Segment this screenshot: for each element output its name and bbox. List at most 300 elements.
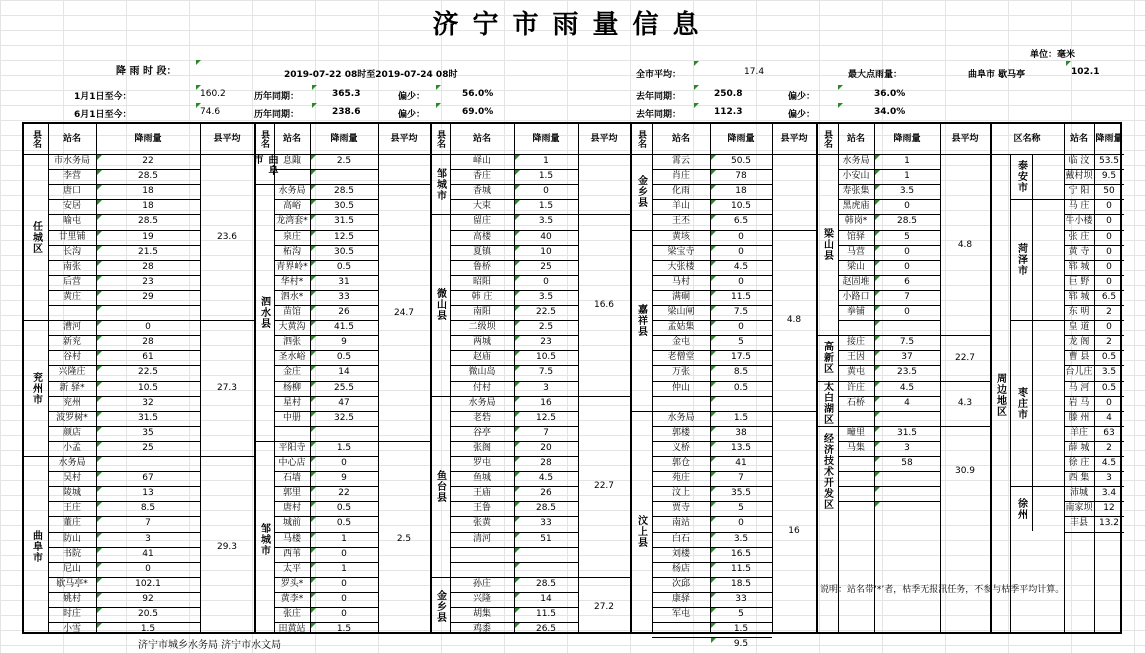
rain-value: 1.5 [733, 624, 749, 635]
station-name: 韩岗* [844, 216, 868, 227]
station-name: 黄李* [280, 593, 304, 604]
station-name: 姚村 [62, 593, 81, 604]
county-average: 22.7 [954, 352, 976, 363]
row-line [1064, 532, 1124, 533]
station-name: 罗屯 [472, 458, 491, 468]
header-county: 县名 [636, 130, 646, 148]
rain-value: 10 [540, 246, 552, 257]
outer-region-label: 周边地区 [994, 373, 1006, 417]
station-name: 鱼城 [472, 473, 491, 484]
header-station: 站名 [671, 134, 690, 144]
station-name: 防山 [62, 533, 81, 544]
rain-value: 3 [543, 382, 549, 393]
rain-value: 0 [341, 548, 347, 559]
rain-value: 14 [338, 367, 350, 378]
rain-value: 25 [142, 442, 154, 453]
station-name: 息陬 [282, 156, 301, 166]
period-label: 降 雨 时 段： [116, 66, 177, 77]
county-name-3-1: 嘉祥县 [635, 303, 647, 337]
county-average: 16.6 [593, 299, 615, 310]
county-name-0-1: 兖州市 [30, 371, 42, 405]
rain-value: 51 [540, 533, 552, 544]
summary-jun-label: 6月1日至今： [74, 110, 132, 120]
station-name: 太平 [282, 563, 301, 574]
rain-value: 3 [904, 442, 910, 453]
rain-value: 2 [1106, 337, 1112, 348]
summary-jun-dev-label: 偏少： [398, 110, 426, 120]
rain-value: 28.5 [333, 186, 355, 197]
station-name: 孙庄 [472, 578, 491, 589]
header-county: 县名 [31, 130, 41, 148]
station-name: 后营 [62, 276, 81, 287]
rain-value: 4 [1106, 412, 1112, 423]
station-name: 漕河 [62, 322, 81, 333]
rain-value: 33 [540, 518, 552, 529]
station-name: 张黄 [472, 518, 491, 529]
rain-value: 22.5 [535, 307, 557, 317]
rain-value: 20 [540, 442, 552, 453]
row-line [838, 501, 940, 502]
station-name: 黄垓 [671, 231, 690, 242]
station-name: 柘沟 [282, 246, 301, 257]
rain-value: 6.5 [1101, 291, 1117, 302]
rain-value: 2.5 [538, 322, 554, 333]
rain-value: 28 [540, 458, 552, 468]
county-name-5-1: 菏泽市 [1015, 243, 1027, 277]
county-average: 30.9 [954, 466, 976, 477]
station-name: 王庙 [472, 488, 491, 499]
station-name: 香庄 [472, 171, 491, 182]
rain-value: 38 [735, 427, 747, 438]
station-name: 苑庄 [671, 473, 690, 484]
station-name: 金屯 [671, 337, 690, 348]
city-avg-value: 17.4 [744, 67, 765, 77]
rain-value: 0 [1106, 201, 1112, 212]
rain-value: 0 [904, 246, 910, 257]
county-average: 24.7 [393, 307, 415, 318]
rain-value: 31.5 [333, 216, 355, 227]
rain-value: 33 [735, 593, 747, 604]
county-name-2-3: 金乡县 [434, 590, 446, 624]
summary-jan-dev2-value: 36.0% [874, 89, 906, 99]
summary-jan-dev-label: 偏少： [398, 92, 426, 102]
rain-value: 23 [142, 276, 154, 287]
county-name-5-0: 泰安市 [1015, 160, 1027, 194]
station-name: 次邱 [671, 578, 690, 589]
rain-value: 18 [735, 186, 747, 197]
rain-value: 0 [904, 201, 910, 212]
rain-value: 28 [142, 261, 154, 272]
station-name: 泗水* [280, 291, 304, 302]
rain-value: 2 [1106, 307, 1112, 317]
station-name: 两城 [472, 337, 491, 348]
station-name: 马集 [846, 442, 865, 453]
footer-agencies: 济宁市城乡水务局 济宁市水文局 [138, 640, 282, 651]
rain-value: 31.5 [137, 412, 159, 423]
station-name: 馆驿 [846, 231, 865, 242]
station-name: 高楼 [472, 231, 491, 242]
station-name: 曹 县 [1068, 352, 1090, 363]
station-name: 马村 [671, 276, 690, 287]
rain-value: 32 [142, 397, 154, 408]
rain-value: 7.5 [538, 367, 554, 378]
max-value: 102.1 [1071, 67, 1100, 77]
station-name: 小安山 [842, 171, 870, 182]
summary-jun-dev2-label: 偏少： [788, 110, 816, 120]
station-name: 郭仓 [671, 458, 690, 468]
rain-value: 9.5 [1101, 171, 1117, 182]
row-line [838, 411, 940, 412]
county-name-3-0: 金乡县 [635, 175, 647, 209]
station-name: 满硐 [671, 291, 690, 302]
header-rain: 降雨量 [893, 134, 921, 144]
station-name: 苗馆 [282, 307, 301, 317]
station-name: 小路口 [842, 291, 870, 302]
station-name: 霄云 [671, 156, 690, 166]
rain-value: 41.5 [333, 322, 355, 333]
station-name: 丰县 [1069, 518, 1088, 529]
station-name: 中册 [282, 412, 301, 423]
rain-value: 2.5 [336, 156, 352, 166]
station-name: 微山岛 [468, 367, 496, 378]
rain-value: 7.5 [733, 307, 749, 317]
station-name: 波罗树* [56, 412, 88, 423]
station-name: 水务局 [468, 397, 496, 408]
station-name: 清河 [472, 533, 491, 544]
county-average: 4.3 [957, 398, 973, 409]
station-name: 唐口 [62, 186, 81, 197]
county-average: 27.2 [593, 601, 615, 612]
rain-value: 1.5 [336, 624, 352, 635]
station-name: 金庄 [282, 367, 301, 378]
station-name: 沛城 [1069, 488, 1088, 499]
station-name: 时庄 [62, 609, 81, 619]
rain-value: 0 [904, 307, 910, 317]
station-name: 台儿庄 [1065, 367, 1093, 378]
header-station: 站名 [282, 134, 301, 144]
station-name: 泉庄 [282, 231, 301, 242]
station-name: 圣水峪 [278, 352, 306, 363]
section-3 [630, 124, 816, 650]
station-name: 薛 城 [1068, 442, 1090, 453]
rain-value: 1 [543, 156, 549, 166]
county-name-3-2: 汶上县 [635, 514, 647, 548]
station-name: 颜店 [62, 427, 81, 438]
station-name: 胡集 [472, 609, 491, 619]
header-avg: 县平均 [213, 134, 241, 144]
rain-value: 61 [142, 352, 154, 363]
summary-jun-last-label: 去年同期： [636, 110, 682, 120]
rain-value: 1 [341, 533, 347, 544]
rain-value: 92 [142, 593, 154, 604]
station-name: 滕 州 [1068, 412, 1090, 423]
station-name: 徐 庄 [1068, 458, 1090, 468]
rain-value: 25.5 [333, 382, 355, 393]
station-name: 岩 马 [1068, 397, 1090, 408]
section-4 [816, 124, 990, 632]
header-county: 县名 [435, 130, 445, 148]
station-name: 老砦 [472, 412, 491, 423]
station-name: 接庄 [846, 337, 865, 348]
station-name: 昭阳 [472, 276, 491, 287]
station-name: 梁宝寺 [667, 246, 695, 257]
station-name: 西苇 [282, 548, 301, 559]
station-name: 郓 城 [1068, 261, 1090, 272]
summary-jan-last-label: 去年同期： [636, 92, 682, 102]
rain-value: 28.5 [137, 216, 159, 227]
rain-value: 67 [142, 473, 154, 484]
station-name: 歇马亭* [56, 578, 88, 589]
rain-value: 0 [904, 261, 910, 272]
header-rain: 降雨量 [134, 134, 162, 144]
header-station: 站名 [472, 134, 491, 144]
station-name: 石桥 [846, 397, 865, 408]
station-name: 寿张集 [842, 186, 870, 197]
county-name-4-2: 太白湖区 [821, 381, 833, 426]
col-line [1032, 320, 1033, 486]
county-name-5-2: 枣庄市 [1015, 386, 1027, 420]
station-name: 张 庄 [1068, 231, 1090, 242]
county-average: 29.3 [216, 541, 238, 552]
station-name: 羊庄 [1069, 427, 1088, 438]
station-name: 郓 城 [1068, 291, 1090, 302]
rain-value: 3.5 [538, 216, 554, 227]
station-name: 龙 阁 [1068, 337, 1090, 348]
section-5 [990, 124, 1124, 632]
station-name: 王庄 [62, 503, 81, 514]
summary-jan-hist-value: 365.3 [332, 89, 361, 99]
station-name: 梁山闸 [667, 307, 695, 317]
rain-value: 0 [341, 458, 347, 468]
rain-value: 0 [1106, 246, 1112, 257]
rain-value: 28.5 [535, 503, 557, 514]
rain-value: 10.5 [730, 201, 752, 212]
rain-value: 7 [738, 473, 744, 484]
rain-value: 26 [338, 307, 350, 317]
rain-value: 0.5 [336, 518, 352, 529]
county-name-5-3: 徐州 [1015, 497, 1027, 520]
rain-value: 4.5 [538, 473, 554, 484]
station-name: 大束 [472, 201, 491, 212]
summary-jan-hist-label: 历年同期： [254, 92, 300, 102]
max-station: 曲阜市 歇马亭 [968, 70, 1026, 80]
rain-value: 47 [338, 397, 350, 408]
county-name-0-2: 曲阜市 [30, 530, 42, 564]
rain-value: 23.5 [896, 367, 918, 378]
station-name: 喻屯 [62, 216, 81, 227]
station-name: 赵固堆 [842, 276, 870, 287]
station-name: 新兖 [62, 337, 81, 348]
col-line [1032, 486, 1033, 531]
rain-value: 35 [142, 427, 154, 438]
rain-value: 0.5 [336, 503, 352, 514]
station-name: 廿里铺 [58, 231, 86, 242]
station-name: 义桥 [671, 442, 690, 453]
station-name: 安居 [62, 201, 81, 212]
station-name: 长沟 [62, 246, 81, 257]
station-name: 高峪 [282, 201, 301, 212]
rain-value: 0 [738, 246, 744, 257]
station-name: 田黄站 [278, 624, 306, 635]
rain-value: 41 [735, 458, 747, 468]
rain-value: 8.5 [733, 367, 749, 378]
station-name: 马营 [846, 246, 865, 257]
header-district: 区名称 [1013, 134, 1041, 144]
station-name: 牛小楼 [1065, 216, 1093, 227]
rain-value: 0 [1106, 322, 1112, 333]
station-name: 刘楼 [671, 548, 690, 559]
station-name: 皇 道 [1068, 322, 1090, 333]
station-name: 化雨 [671, 186, 690, 197]
station-name: 水务局 [842, 156, 870, 166]
station-name: 谷亭 [472, 427, 491, 438]
station-name: 许庄 [846, 382, 865, 393]
rain-value: 11.5 [730, 291, 752, 302]
section-0 [24, 124, 254, 635]
station-name: 南站 [671, 518, 690, 529]
row-line [450, 562, 578, 563]
station-name: 王丕 [671, 216, 690, 227]
station-name: 仲山 [671, 382, 690, 393]
rain-value: 0 [738, 518, 744, 529]
station-name: 疃里 [846, 427, 865, 438]
rain-value: 0 [341, 609, 347, 619]
summary-jan-value: 160.2 [200, 89, 226, 99]
summary-jan-label: 1月1日至今： [74, 92, 132, 102]
col-line [1032, 154, 1033, 199]
rain-value: 4.5 [733, 261, 749, 272]
rain-value: 1 [904, 171, 910, 182]
rain-value: 63 [1103, 427, 1115, 438]
station-name: 夏镇 [472, 246, 491, 257]
rain-value: 0 [1106, 261, 1112, 272]
station-name: 鸡黍 [472, 624, 491, 635]
rain-value: 4.5 [1101, 458, 1117, 468]
station-name: 临 汶 [1068, 156, 1090, 166]
header-station: 站名 [1069, 134, 1088, 144]
rain-value: 53.5 [1098, 156, 1120, 166]
rain-value: 3.4 [1101, 488, 1117, 499]
row-line [450, 547, 578, 548]
rain-value: 28.5 [137, 171, 159, 182]
section-2 [430, 124, 630, 635]
unit-label: 单位：毫米 [1030, 50, 1076, 60]
rain-value: 28 [142, 337, 154, 348]
city-avg-label: 全市平均： [636, 70, 682, 80]
county-average: 23.6 [216, 232, 238, 243]
rain-value: 29 [142, 291, 154, 302]
rain-value: 31 [338, 276, 350, 287]
rain-value: 20.5 [137, 609, 159, 619]
rain-value: 6 [904, 276, 910, 287]
station-name: 大黄沟 [278, 322, 306, 333]
county-average: 4.8 [957, 239, 973, 250]
rain-value: 0 [543, 186, 549, 197]
summary-jun-hist-label: 历年同期： [254, 110, 300, 120]
rain-value: 10.5 [535, 352, 557, 363]
rain-value: 0 [341, 593, 347, 604]
rain-value: 0 [1106, 397, 1112, 408]
station-name: 肖庄 [671, 171, 690, 182]
rain-value: 1 [341, 563, 347, 574]
rain-value: 5 [904, 231, 910, 242]
rain-value: 0.5 [1101, 352, 1117, 363]
max-label: 最大点雨量： [848, 70, 903, 80]
station-name: 李营 [62, 171, 81, 182]
station-name: 韩 庄 [471, 291, 493, 302]
station-name: 黄屯 [846, 367, 865, 378]
county-average: 22.7 [593, 481, 615, 492]
station-name: 星村 [282, 397, 301, 408]
station-name: 羊山 [671, 201, 690, 212]
rain-value: 1.5 [140, 624, 156, 635]
station-name: 平阳寺 [278, 442, 306, 453]
rain-value: 11.5 [730, 563, 752, 574]
rain-value: 9 [341, 473, 347, 484]
station-name: 拳铺 [846, 307, 865, 317]
note-text: 说明：站名带‘*’者，枯季无报汛任务，不参与枯季平均计算。 [820, 585, 1065, 595]
station-name: 大张楼 [667, 261, 695, 272]
rain-value: 0 [145, 322, 151, 333]
station-name: 华村* [280, 276, 304, 287]
station-name: 巨 野 [1068, 276, 1090, 287]
rain-value: 5 [738, 337, 744, 348]
rain-value: 7 [145, 518, 151, 529]
rain-value: 0.5 [733, 382, 749, 393]
station-name: 小孟 [62, 442, 81, 453]
rain-value: 25 [540, 261, 552, 272]
station-name: 兴隆庄 [58, 367, 86, 378]
county-average: 27.3 [216, 383, 238, 394]
rain-value: 17.5 [730, 352, 752, 363]
station-name: 尼山 [62, 563, 81, 574]
summary-jun-last-value: 112.3 [714, 107, 743, 117]
rain-value: 19 [142, 231, 154, 242]
county-name-2-1: 微山县 [434, 288, 446, 322]
rain-value: 21.5 [137, 246, 159, 257]
station-name: 市水务局 [53, 156, 90, 166]
station-name: 白石 [671, 533, 690, 544]
header-rain: 降雨量 [330, 134, 358, 144]
rain-value: 50 [1103, 186, 1115, 197]
station-name: 唐村 [282, 503, 301, 514]
rain-value: 9 [341, 337, 347, 348]
station-name: 新 驿* [59, 382, 85, 393]
rain-value: 0 [738, 322, 744, 333]
station-name: 南阳 [472, 307, 491, 317]
station-name: 万张 [671, 367, 690, 378]
summary-jun-dev-value: 69.0% [462, 107, 494, 117]
header-avg: 县平均 [951, 134, 979, 144]
rain-value: 7.5 [899, 337, 915, 348]
station-name: 军屯 [671, 609, 690, 619]
rain-value: 18.5 [730, 578, 752, 589]
station-name: 宁 阳 [1068, 186, 1090, 197]
rain-value: 32.5 [333, 412, 355, 423]
rain-value: 3 [145, 533, 151, 544]
rain-value: 18 [142, 201, 154, 212]
station-name: 书院 [62, 548, 81, 559]
station-name: 赵庙 [472, 352, 491, 363]
rain-value: 31.5 [896, 427, 918, 438]
rain-value: 41 [142, 548, 154, 559]
col-line [1032, 199, 1033, 320]
station-name: 南家坝 [1065, 503, 1093, 514]
station-name: 留庄 [472, 216, 491, 227]
station-name: 泗张 [282, 337, 301, 348]
station-name: 孟姑集 [667, 322, 695, 333]
rain-value: 0.5 [1101, 382, 1117, 393]
